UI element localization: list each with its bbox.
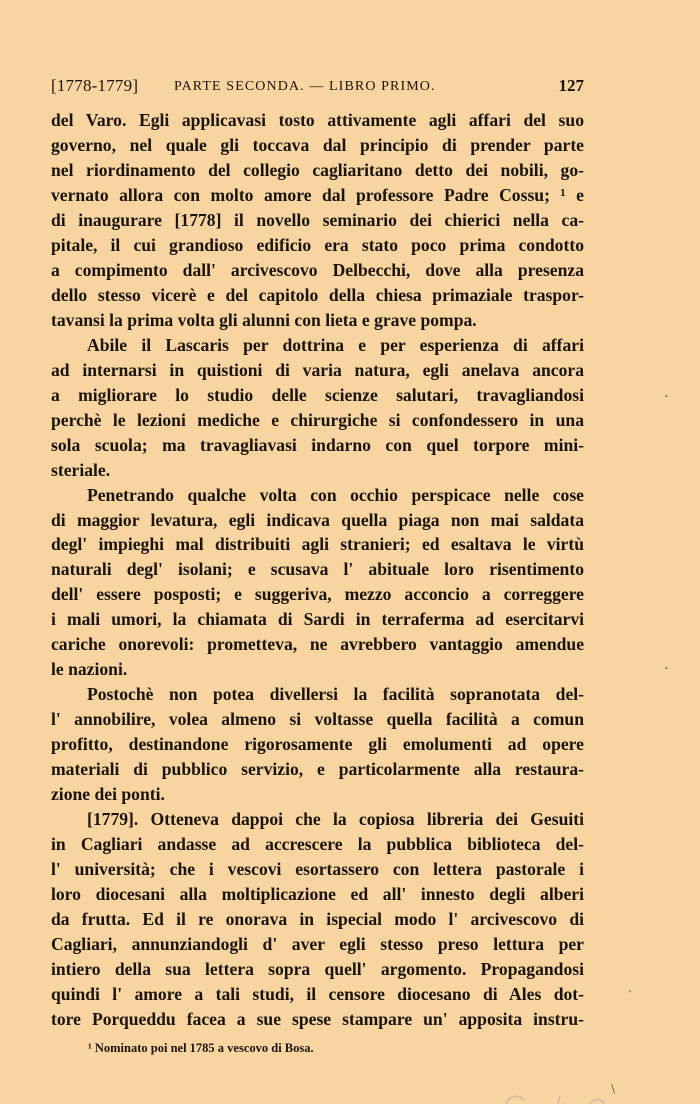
text-line: naturali degl' isolani; e scusava l' abituale loro risentimento — [51, 559, 584, 580]
text-line: governo, nel quale gli toccava dal principio di prender parte — [51, 134, 584, 155]
text-line: Postochè non potea divellersi la facilità sopranotata del- — [87, 684, 584, 705]
text-line: i mali umori, la chiamata di Sardi in terraferma ad esercitarvi — [51, 609, 584, 630]
text-line: cariche onorevoli: prometteva, ne avrebbero vantaggio amendue — [51, 634, 584, 655]
text-line: del Varo. Egli applicavasi tosto attivamente agli affari del suo — [51, 110, 584, 130]
running-head — [51, 73, 584, 99]
margin-speck: ' — [629, 988, 631, 1000]
text-line: pitale, il cui grandioso edificio era stato poco prima condotto — [51, 234, 584, 255]
text-line: in Cagliari andasse ad accrescere la pubblica biblioteca del- — [51, 834, 584, 855]
text-line: loro diocesani alla moltiplicazione ed all' innesto degli alberi — [51, 884, 584, 905]
page-number: 127 — [558, 76, 584, 95]
text-line: Cagliari, annunziandogli d' aver egli stesso preso lettura per — [51, 933, 584, 954]
text-line: quindi l' amore a tali studi, il censore diocesano di Ales dot- — [51, 983, 584, 1004]
text-line: le nazioni. — [51, 659, 128, 680]
margin-pen-mark: / — [607, 1082, 620, 1097]
margin-speck: · — [664, 390, 669, 405]
text-line: tavansi la prima volta gli alunni con lieta e grave pompa. — [51, 309, 477, 330]
text-line: l' università; che i vescovi esortassero con lettera pastorale i — [51, 859, 584, 880]
text-line: l' annobilire, volea almeno si voltasse quella facilità a comun — [51, 709, 584, 730]
text-line: nel riordinamento del collegio cagliaritano detto dei nobili, go- — [51, 159, 584, 180]
text-line: Penetrando qualche volta con occhio perspicace nelle cose — [87, 484, 584, 505]
text-line: zione dei ponti. — [51, 784, 165, 805]
text-line: dell' essere posposti; e suggeriva, mezzo acconcio a correggere — [51, 584, 584, 605]
text-line: a migliorare lo studio delle scienze salutari, travagliandosi — [51, 384, 584, 405]
text-line: sola scuola; ma travagliavasi indarno con quel torpore mini- — [51, 434, 584, 455]
text-line: ad internarsi in quistioni di varia natura, egli anelava ancora — [51, 359, 584, 380]
text-line: intiero della sua lettera sopra quell' argomento. Propagandosi — [51, 958, 584, 979]
footnote: ¹ Nominato poi nel 1785 a vescovo di Bosa. — [88, 1041, 314, 1055]
text-line: da frutta. Ed il re onorava in ispecial modo l' arcivescovo di — [51, 909, 584, 929]
text-line: degl' impieghi mal distribuiti agli stranieri; ed esaltava le virtù — [51, 534, 584, 555]
text-line: materiali di pubblico servizio, e particolarmente alla restaura- — [51, 759, 584, 780]
body-text — [51, 108, 584, 1032]
text-line: dello stesso vicerè e del capitolo della chiesa primaziale traspor- — [51, 284, 584, 305]
text-line: vernato allora con molto amore dal professore Padre Cossu; ¹ e — [51, 184, 584, 205]
text-line: profitto, destinandone rigorosamente gli emolumenti ad opere — [51, 734, 584, 755]
text-line: [1779]. Otteneva dappoi che la copiosa libreria dei Gesuiti — [87, 809, 584, 830]
text-line: Abile il Lascaris per dottrina e per esperienza di affari — [87, 334, 584, 355]
margin-speck: · — [664, 662, 669, 677]
text-line: di maggior levatura, egli indicava quella piaga non mai saldata — [51, 509, 584, 530]
header-date-range: [1778-1779] — [51, 76, 139, 95]
text-line: tore Porqueddu facea a sue spese stampare un' apposita instru- — [51, 1008, 584, 1029]
header-section-title: PARTE SECONDA. — LIBRO PRIMO. — [174, 79, 436, 94]
text-line: steriale. — [51, 459, 111, 480]
text-line: di inaugurare [1778] il novello seminario dei chierici nella ca- — [51, 209, 584, 230]
text-line: perchè le lezioni mediche e chirurgiche si confondessero in una — [51, 409, 584, 430]
scan-watermark — [498, 1090, 608, 1104]
text-line: a compimento dall' arcivescovo Delbecchi, dove alla presenza — [51, 259, 584, 280]
